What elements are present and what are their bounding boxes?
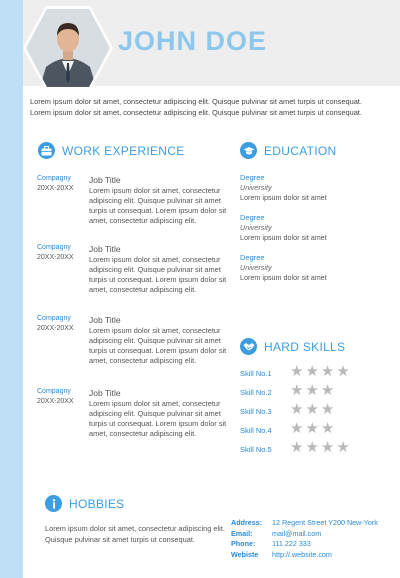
star-icon: ★ xyxy=(336,363,350,380)
contact-info xyxy=(231,518,378,560)
hard-skills-heading xyxy=(240,338,345,355)
contact-website xyxy=(231,550,378,561)
phone-value: 111 222 333 xyxy=(272,539,311,548)
contact-phone xyxy=(231,539,378,550)
info-icon xyxy=(45,495,62,512)
university: University xyxy=(240,223,272,232)
education-description: Lorem ipsum dolor sit amet xyxy=(240,193,327,202)
skill-rating xyxy=(290,383,350,398)
work-dates: 20XX-20XX xyxy=(37,325,74,332)
skill-row xyxy=(240,401,390,418)
education-heading xyxy=(240,142,336,159)
phone-label: Phone: xyxy=(231,539,256,548)
education-description: Lorem ipsum dolor sit amet xyxy=(240,273,327,282)
skill-row xyxy=(240,439,390,456)
candidate-name: JOHN DOE xyxy=(118,26,268,56)
skill-rating xyxy=(290,440,350,455)
company-name: Compagny xyxy=(37,388,71,395)
university: University xyxy=(240,183,272,192)
handshake-icon xyxy=(240,338,257,355)
skill-rating xyxy=(290,402,350,417)
company-name: Compagny xyxy=(37,315,71,322)
job-description: Lorem ipsum dolor sit amet, consectetur adipiscing elit. Quisque pulvinar sit amet turpis ut consequat. Lorem ipsum dolor sit amet, consectetur adipiscing elit. xyxy=(89,326,227,365)
skill-row xyxy=(240,382,390,399)
star-icon: ★ xyxy=(290,401,304,418)
degree: Degree xyxy=(240,213,265,222)
left-accent-bar xyxy=(0,0,23,578)
skill-name: Skill No.3 xyxy=(240,407,272,416)
skill-row xyxy=(240,420,390,437)
skill-name: Skill No.1 xyxy=(240,369,272,378)
star-icon: ★ xyxy=(290,439,304,456)
star-icon: ★ xyxy=(305,439,319,456)
star-icon: ★ xyxy=(320,439,335,456)
education-entry xyxy=(240,173,380,203)
briefcase-icon xyxy=(38,142,55,159)
hobbies-title: HOBBIES xyxy=(69,496,125,511)
star-icon: ★ xyxy=(305,363,319,380)
star-icon: ★ xyxy=(290,363,304,380)
hobbies-description: Lorem ipsum dolor sit amet, consectetur adipiscing elit. Quisque pulvinar sit amet turpis ut consequat. xyxy=(45,524,225,544)
job-title: Job Title xyxy=(89,388,121,398)
contact-email xyxy=(231,529,378,540)
star-icon: ★ xyxy=(336,439,350,456)
company-name: Compagny xyxy=(37,175,71,182)
skill-row xyxy=(240,363,390,380)
degree: Degree xyxy=(240,173,265,182)
work-dates: 20XX-20XX xyxy=(37,185,74,192)
profile-summary: Lorem ipsum dolor sit amet, consectetur adipiscing elit. Quisque pulvinar sit amet turpis ut consequat. Lorem ipsum dolor sit amet, consectetur adipiscing elit. Quisque pulvinar sit amet turpis ut consequat. xyxy=(30,97,362,117)
skill-name: Skill No.5 xyxy=(240,445,272,454)
job-description: Lorem ipsum dolor sit amet, consectetur adipiscing elit. Quisque pulvinar sit amet turpis ut consequat. Lorem ipsum dolor sit amet, consectetur adipiscing elit. xyxy=(89,186,227,225)
work-dates: 20XX-20XX xyxy=(37,398,74,405)
job-description: Lorem ipsum dolor sit amet, consectetur adipiscing elit. Quisque pulvinar sit amet turpis ut consequat. Lorem ipsum dolor sit amet, consectetur adipiscing elit. xyxy=(89,399,227,438)
hard-skills-title: HARD SKILLS xyxy=(264,339,346,354)
hobbies-heading xyxy=(45,495,124,512)
job-title: Job Title xyxy=(89,315,121,325)
star-icon: ★ xyxy=(336,401,350,418)
company-name: Compagny xyxy=(37,244,71,251)
star-icon: ★ xyxy=(290,420,304,437)
star-icon: ★ xyxy=(336,420,350,437)
star-icon: ★ xyxy=(305,420,319,437)
education-title: EDUCATION xyxy=(264,143,337,158)
job-title: Job Title xyxy=(89,175,121,185)
star-icon: ★ xyxy=(320,363,335,380)
email-value[interactable]: mail@mail.com xyxy=(272,528,322,538)
star-icon: ★ xyxy=(305,401,319,418)
email-label: Email: xyxy=(231,528,253,538)
work-dates: 20XX-20XX xyxy=(37,254,74,261)
skill-rating xyxy=(290,421,350,436)
skill-name: Skill No.4 xyxy=(240,426,272,435)
graduation-cap-icon xyxy=(240,142,257,159)
avatar xyxy=(26,9,110,87)
university: University xyxy=(240,263,272,272)
star-icon: ★ xyxy=(320,420,335,437)
star-icon: ★ xyxy=(336,382,350,399)
education-entry xyxy=(240,253,380,283)
education-entry xyxy=(240,213,380,243)
skill-name: Skill No.2 xyxy=(240,388,272,397)
star-icon: ★ xyxy=(320,401,335,418)
skill-rating xyxy=(290,364,350,379)
job-title: Job Title xyxy=(89,244,121,254)
work-experience-title: WORK EXPERIENCE xyxy=(62,143,185,158)
contact-address xyxy=(231,518,378,529)
education-description: Lorem ipsum dolor sit amet xyxy=(240,233,327,242)
job-description: Lorem ipsum dolor sit amet, consectetur adipiscing elit. Quisque pulvinar sit amet turpis ut consequat. Lorem ipsum dolor sit amet, consectetur adipiscing elit. xyxy=(89,255,227,294)
work-experience-heading xyxy=(38,142,185,159)
address-value: 12 Regent Street Y200 New-York xyxy=(272,518,378,527)
star-icon: ★ xyxy=(305,382,319,399)
website-value[interactable]: http://.website.com xyxy=(272,549,332,559)
star-icon: ★ xyxy=(290,382,304,399)
website-label: Webiste xyxy=(231,549,259,559)
degree: Degree xyxy=(240,253,265,262)
star-icon: ★ xyxy=(320,382,335,399)
address-label: Address: xyxy=(231,518,263,527)
